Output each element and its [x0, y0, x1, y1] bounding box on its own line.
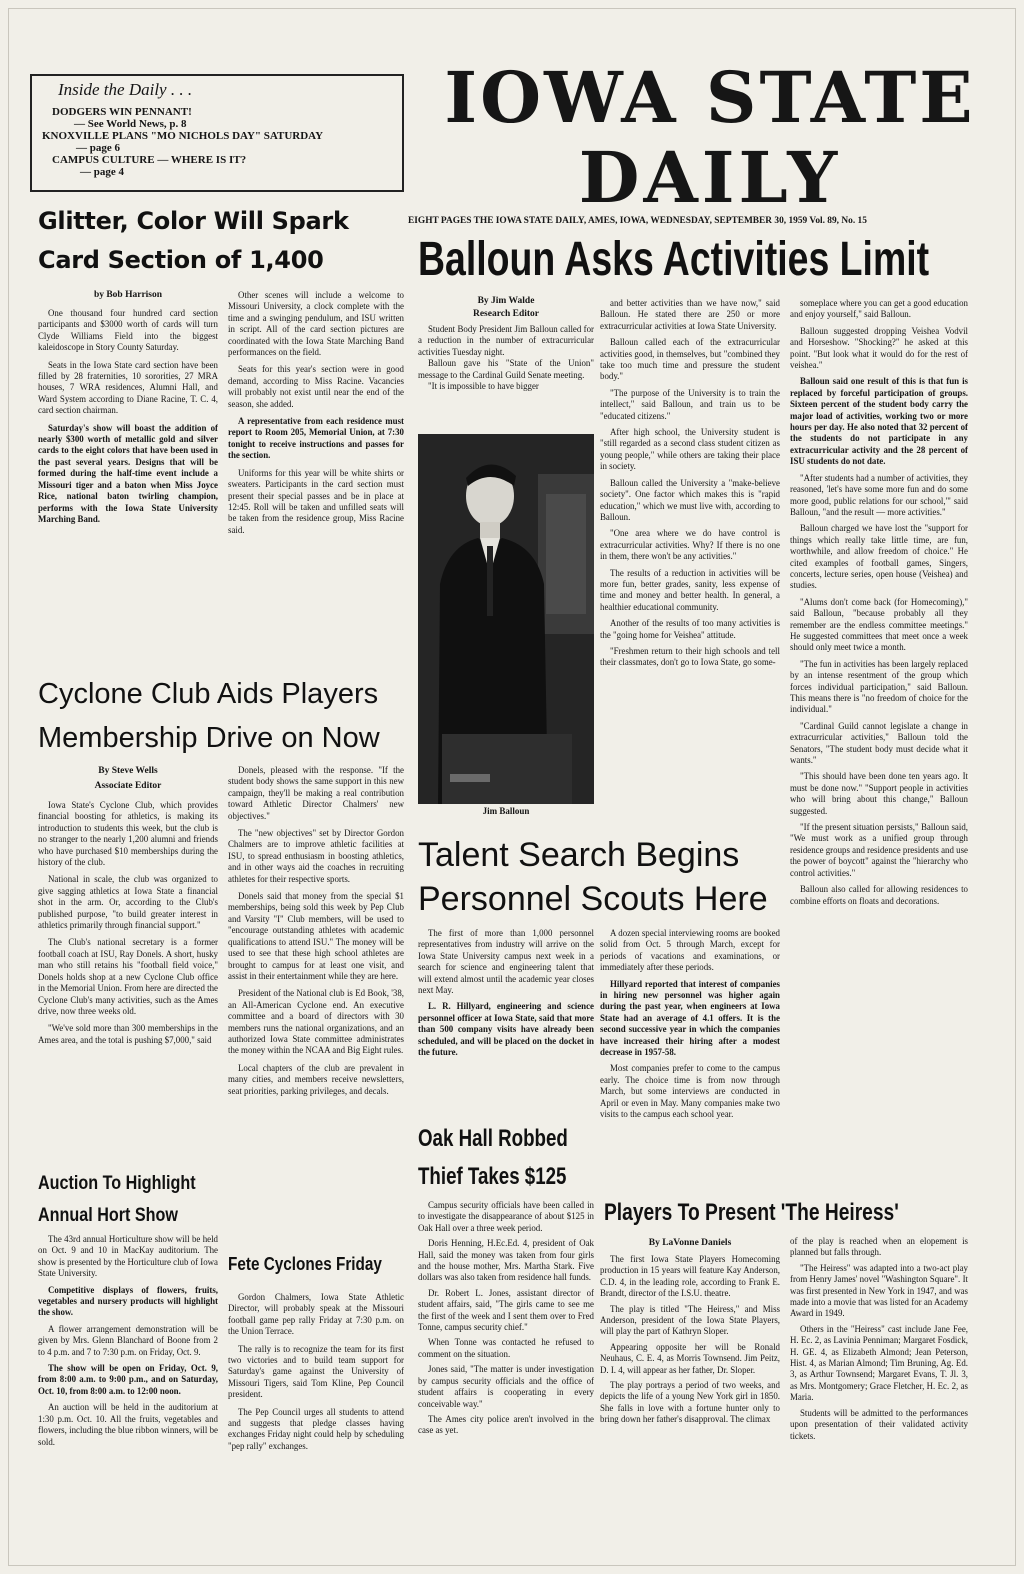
article-paragraph: The Club's national secretary is a former football coach at ISU, Ray Donels. A short, husky man who still retains his "football field voice," Donels holds shop at a new Cyclone Club office in the Memorial Union. From here are directed the Cyclone Club's many activities, such as the Ames drive, now three weeks old. — [38, 937, 218, 1016]
article-paragraph: Iowa State's Cyclone Club, which provides financial boosting for athletics, is making its introduction to students this week, but the club is no stranger to the nearly 1,200 alumni and friends who have purchased $10 memberships during the history of the club. — [38, 800, 218, 868]
article-paragraph: L. R. Hillyard, engineering and science personnel officer at Iowa State, said that more than 500 company visits have already been scheduled, and will be placed on the docket in the future. — [418, 1001, 594, 1058]
cyclone-byline-title: Associate Editor — [94, 781, 162, 791]
heiress-col-1 — [600, 1254, 780, 1538]
article-paragraph: Most companies prefer to come to the campus early. The choice time is from now through March, but some interviews are conducted in April or even in May. Many companies make two visits to the campus each school year. — [600, 1063, 780, 1120]
article-paragraph: Students will be admitted to the performances upon presentation of their validated activity tickets. — [790, 1407, 968, 1441]
balloun-intro — [418, 324, 594, 434]
balloun-col-2 — [600, 298, 780, 818]
article-paragraph: "If the present situation persists," Balloun said, "We must work as a unified group through residence groups and residence presidents and use the power of boycott" against the "hierarchy who control activities." — [790, 822, 968, 878]
cyclone-headline-2: Membership Drive on Now — [38, 722, 380, 754]
article-paragraph: The first of more than 1,000 personnel representatives from industry will arrive on the Iowa State University campus next week in a search for science and engineering talent that will extend almost until the academic year closes next May. — [418, 928, 594, 996]
article-paragraph: Seats for this year's section were in good demand, according to Miss Racine. Vacancies will probably not exist until near the end of the season, she added. — [228, 364, 404, 409]
article-paragraph: Uniforms for this year will be white shirts or sweaters. Participants in the card section must present their special passes and be in place at 12:45. Roll will be taken and unfilled seats will be taken from the residence group, Miss Racine said. — [228, 467, 404, 535]
article-paragraph: The "new objectives" set by Director Gordon Chalmers are to improve athletic facilities at ISU, to spread enthusiasm in boosting athletics, and in other ways aid the coaches in recruiting athletes for their respective sports. — [228, 828, 404, 884]
article-paragraph: Competitive displays of flowers, fruits, vegetables and nursery products will highlight the show. — [38, 1284, 218, 1318]
glitter-col-1 — [38, 308, 218, 668]
auction-col — [38, 1234, 218, 1534]
article-paragraph: Seats in the Iowa State card section have been filled by 28 fraternities, 10 sororities, 27 MRA houses, 7 WRA residences, Alumni Hall, and Ward System according to Diane Racine, T. C. 4, card section chairman. — [38, 359, 218, 416]
balloun-col-3 — [790, 298, 968, 1186]
article-paragraph: Balloun also called for allowing residences to combine efforts on floats and decorations. — [790, 884, 968, 906]
article-paragraph: The play is titled "The Heiress," and Miss Anderson, president of the Iowa State Players, will play the part of Kathryn Sloper. — [600, 1303, 780, 1337]
article-paragraph: "Alums don't come back (for Homecoming)," said Balloun, "because probably all they remember are the endless committee meetings." He suggested committees that meet once a week should only meet twice a month. — [790, 596, 968, 653]
article-paragraph: Another of the results of too many activities is the "going home for Veishea" attitude. — [600, 618, 780, 640]
article-paragraph: Balloun called the University a "make-believe society". One factor which makes this is "rapid education," which we must live with, according to Balloun. — [600, 477, 780, 522]
article-paragraph: Dr. Robert L. Jones, assistant director of student affairs, said, "The girls came to see me the first of the week and I sent them over to Fred Tonne, campus security chief." — [418, 1287, 594, 1333]
inside-item: — page 6 — [76, 142, 120, 154]
article-paragraph: Balloun said one result of this is that fun is replaced by forceful participation of groups. Sixteen percent of the student body carry the major load of activities, working two or more hours per day. He also noted that 32 percent of the students do not participate in any extracurricular activity and the 28 percent of ISU students do not date. — [790, 376, 968, 467]
article-paragraph: An auction will be held in the auditorium at 1:30 p.m. Oct. 10. All the fruits, vegetables and flowers, including the blue ribbon winners, will be sold. — [38, 1402, 218, 1447]
article-paragraph: President of the National club is Ed Book, '38, an All-American Cyclone end. An executive committee and a board of directors with 30 members runs the national organizations, and an authorized Iowa State committee administrates the money within the NCAA and Big Eight rules. — [228, 988, 404, 1056]
article-paragraph: Other scenes will include a welcome to Missouri University, a clock complete with the time and a swinging pendulum, and ISU written in script. All of the card section pictures are coordinated with the Iowa State Marching Band performances on the field. — [228, 290, 404, 358]
article-paragraph: The results of a reduction in activities will be more fun, better grades, sanity, less expense of time and money and better health. In general, a healthier educational community. — [600, 567, 780, 612]
talent-headline-1: Talent Search Begins — [418, 836, 740, 874]
article-paragraph: Doris Henning, H.Ec.Ed. 4, president of Oak Hall, said the money was taken from four girls and the house mother, Mrs. Martha Stark. Five dollars was also taken from residence hall funds. — [418, 1238, 594, 1283]
auction-headline-2: Annual Hort Show — [38, 1205, 178, 1226]
article-paragraph: A flower arrangement demonstration will be given by Mrs. Glenn Blanchard of Boone from 2 to 4 p.m. and 7 to 7:30 p.m. on Friday, Oct. 9. — [38, 1323, 218, 1357]
article-paragraph: "One area where we do have control is extracurricular activities. Why? If there is no one in them, there won't be any activities." — [600, 528, 780, 562]
masthead-line1: IOWA STATE — [444, 56, 976, 139]
heiress-col-2 — [790, 1236, 968, 1536]
article-paragraph: Balloun gave his "State of the Union" message to the Cardinal Guild Senate meeting. — [418, 358, 594, 380]
auction-headline-1: Auction To Highlight — [38, 1173, 196, 1194]
article-paragraph: Appearing opposite her will be Ronald Neuhaus, C. E. 4, as Morris Townsend. Jim Peitz, D. I. 4, will appear as her father, Dr. Sloper. — [600, 1341, 780, 1375]
article-paragraph: Gordon Chalmers, Iowa State Athletic Director, will probably speak at the Missouri football game pep rally Friday at 7:30 p.m. on the Union Terrace. — [228, 1292, 404, 1337]
talent-headline-2: Personnel Scouts Here — [418, 880, 768, 918]
article-paragraph: A representative from each residence must report to Room 205, Memorial Union, at 7:30 tonight to receive instructions and passes for the section. — [228, 416, 404, 461]
inside-item: KNOXVILLE PLANS "MO NICHOLS DAY" SATURDAY — [42, 130, 324, 142]
inside-item: — See World News, p. 8 — [74, 118, 187, 130]
cyclone-headline-1: Cyclone Club Aids Players — [38, 678, 379, 710]
glitter-col-2 — [228, 290, 404, 670]
masthead-line2: DAILY — [578, 136, 842, 219]
cyclone-byline: By Steve Wells — [98, 766, 158, 776]
article-paragraph: "The fun in activities has been largely replaced by an intense resentment of the group which forces individual participation," said Balloun. This means there is "no freedom of choice for the individual." — [790, 658, 968, 715]
article-paragraph: Jones said, "The matter is under investigation by campus security officials and the office of student affairs is cooperating in every conceivable way." — [418, 1364, 594, 1409]
article-paragraph: "The Heiress" was adapted into a two-act play from Henry James' novel "Washington Square". It was first presented in New York in 1947, and was made into a movie that was listed for an Academy Award in 1949. — [790, 1262, 968, 1319]
dateline: EIGHT PAGES THE IOWA STATE DAILY, AMES, IOWA, WEDNESDAY, SEPTEMBER 30, 1959 Vol. 89, No. 15 — [408, 216, 867, 226]
inside-item: DODGERS WIN PENNANT! — [52, 106, 192, 118]
article-paragraph: Balloun charged we have lost the "support for things which really take little time, are fun, worthwhile, and allow freedom of choice." He cited examples of football games, Singers, concerts, lecture series, open house (Veishea) and studies. — [790, 523, 968, 591]
heiress-headline: Players To Present 'The Heiress' — [604, 1199, 899, 1226]
article-paragraph: When Tonne was contacted he refused to comment on the situation. — [418, 1337, 594, 1359]
oak-col — [418, 1200, 594, 1536]
portrait-figure — [418, 434, 594, 804]
inside-item: — page 4 — [80, 166, 124, 178]
article-paragraph: The first Iowa State Players Homecoming production in 15 years will feature Kay Anderson, C.D. 4, in the leading role, according to Frank E. Brandt, director of the I.S.U. theatre. — [600, 1254, 780, 1299]
glitter-headline-1: Glitter, Color Will Spark — [38, 207, 349, 235]
article-paragraph: "It is impossible to have bigger — [428, 381, 539, 392]
article-paragraph: Campus security officials have been called in to investigate the disappearance of about $125 in Oak Hall over a three week period. — [418, 1200, 594, 1233]
article-paragraph: Donels said that money from the special $1 memberships, being sold this week by Pep Club and Varsity "I" Club members, will be used to "encourage outstanding athletes with academic qualifications to attend ISU." The money will be used to see that these high school athletes are brought to campus for at least one visit, and assist in their entertainment while they are here. — [228, 891, 404, 981]
article-paragraph: One thousand four hundred card section participants and $3000 worth of cards will turn Clyde Williams Field into the biggest kaleidoscope in Story County Saturday. — [38, 308, 218, 353]
article-paragraph: The play portrays a period of two weeks, and depicts the life of a young New York girl in 1850. She falls in love with a fortune hunter only to bring down her father's disapproval. The climax — [600, 1380, 780, 1425]
article-paragraph: Local chapters of the club are prevalent in many cities, and members receive newsletters, seat priorities, parking privileges, and decals. — [228, 1062, 404, 1096]
article-paragraph: After high school, the University student is "still regarded as a second class student citizen as young people," while others are taking their place in society. — [600, 427, 780, 472]
article-paragraph: Saturday's show will boast the addition of nearly $300 worth of metallic gold and silver cards to the eight colors that have been used in the past several years. Designs that will be formed during the half-time event include a Missouri tiger and a baton when Miss Joyce Rice, national baton twirling champion, performs with the Iowa State University Marching Band. — [38, 422, 218, 524]
inside-item: CAMPUS CULTURE — WHERE IS IT? — [52, 154, 247, 166]
article-paragraph: Donels, pleased with the response. "If the student body shows the same support in this new campaign, they'll be making a real contribution toward Athletic Director Chalmers' new objectives." — [228, 765, 404, 821]
article-paragraph: "This should have been done ten years ago. It must be done now." "Support people in activities who will bring about this change," Balloun suggested. — [790, 771, 968, 816]
inside-box-title: Inside the Daily . . . — [58, 80, 193, 99]
photo-caption: Jim Balloun — [482, 806, 530, 816]
talent-col-2 — [600, 928, 780, 1188]
article-paragraph: "Cardinal Guild cannot legislate a change in extracurricular activities," Balloun told the Senators, "The student body must decide what it wants." — [790, 720, 968, 766]
talent-col-1 — [418, 928, 594, 1124]
article-paragraph: National in scale, the club was organized to give sagging athletics at Iowa State a financial shot in the arm. Or, according to the Club's published purpose, "to build greater interest in athletics primarily through financial support." — [38, 874, 218, 931]
article-paragraph: The 43rd annual Horticulture show will be held on Oct. 9 and 10 in MacKay auditorium. The show is presented by the Horticulture club of Iowa State University. — [38, 1234, 218, 1279]
heiress-byline: By LaVonne Daniels — [648, 1238, 732, 1248]
article-paragraph: A dozen special interviewing rooms are booked solid from Oct. 5 through March, except for periods of vacations and examinations, or immediately after these periods. — [600, 928, 780, 973]
cyclone-col-2 — [228, 765, 404, 1240]
cyclone-col-1 — [38, 800, 218, 1168]
oak-headline-1: Oak Hall Robbed — [418, 1125, 568, 1152]
article-paragraph: Balloun called each of the extracurricular activities good, in themselves, but "combined they take too much time and pressure the student body." — [600, 337, 780, 382]
article-paragraph: The rally is to recognize the team for its first two victories and to build team support for Saturday's game against the University of Missouri Tigers, said Tom Kline, Pep Council president. — [228, 1343, 404, 1400]
article-paragraph: and better activities than we have now," said Balloun. He stated there are 250 or more extracurricular activities at Iowa State University. — [600, 298, 780, 331]
oak-headline-2: Thief Takes $125 — [418, 1163, 567, 1190]
fete-col — [228, 1292, 404, 1537]
fete-headline: Fete Cyclones Friday — [228, 1254, 382, 1274]
article-paragraph: "After students had a number of activities, they reasoned, 'let's have some more fun and do some more good, public relations for our school,'" said Balloun, "and the result — more activities." — [790, 472, 968, 517]
article-paragraph: Hillyard reported that interest of companies in hiring new personnel was higher again during the past year, when engineers at Iowa State had an average of 4.1 offers. It is the second successive year in which the companies have increased their hiring after a modest decrease in 1957-58. — [600, 978, 780, 1058]
balloun-headline: Balloun Asks Activities Limit — [418, 233, 930, 286]
article-paragraph: "We've sold more than 300 memberships in the Ames area, and the total is pushing $7,000," said — [38, 1023, 218, 1045]
article-paragraph: Others in the "Heiress" cast include Jane Fee, H. Ec. 2, as Lavinia Penniman; Margaret Fosdick, H. GE. 4, as Elizabeth Almond; Jean Peterson, Hist. 4, as Marian Almond; Tim Bruning, Ag. Ed. 3, as Arthur Townsend; Margaret Evans, T. Jl. 3, as Mrs. Montgomery; Grace Fletcher, H. Ec. 2, as Maria. — [790, 1323, 968, 1403]
article-paragraph: The show will be open on Friday, Oct. 9, from 8:00 a.m. to 9:00 p.m., and on Saturday, Oct. 10, from 8:00 a.m. to 12:00 noon. — [38, 1363, 218, 1396]
inside-the-daily-box — [30, 74, 404, 192]
balloun-photo — [418, 434, 594, 804]
glitter-headline-2: Card Section of 1,400 — [38, 246, 324, 274]
glitter-byline: by Bob Harrison — [93, 290, 163, 300]
article-paragraph: The Pep Council urges all students to attend and suggests that pledge classes having exchanges Friday night could help by scheduling "pep rally" exchanges. — [228, 1406, 404, 1451]
balloun-byline: By Jim Walde — [477, 296, 535, 306]
article-paragraph: Student Body President Jim Balloun called for a reduction in the number of extracurricular activities Tuesday night. — [418, 324, 594, 357]
article-paragraph: of the play is reached when an elopement is planned but falls through. — [790, 1236, 968, 1258]
article-paragraph: The Ames city police aren't involved in the case as yet. — [418, 1413, 594, 1436]
balloun-byline-title: Research Editor — [472, 309, 540, 319]
article-paragraph: Balloun suggested dropping Veishea Vodvil and Horseshow. "Shocking?" he asked at this point. "But look what it would do for the rest of veishea." — [790, 325, 968, 371]
article-paragraph: "Freshmen return to their high schools and tell their classmates, don't go to Iowa State, go some- — [600, 645, 780, 668]
article-paragraph: "The purpose of the University is to train the intellect," said Balloun, and train us to be "educated citizens." — [600, 387, 780, 421]
article-paragraph: someplace where you can get a good education and enjoy yourself," said Balloun. — [790, 298, 968, 320]
